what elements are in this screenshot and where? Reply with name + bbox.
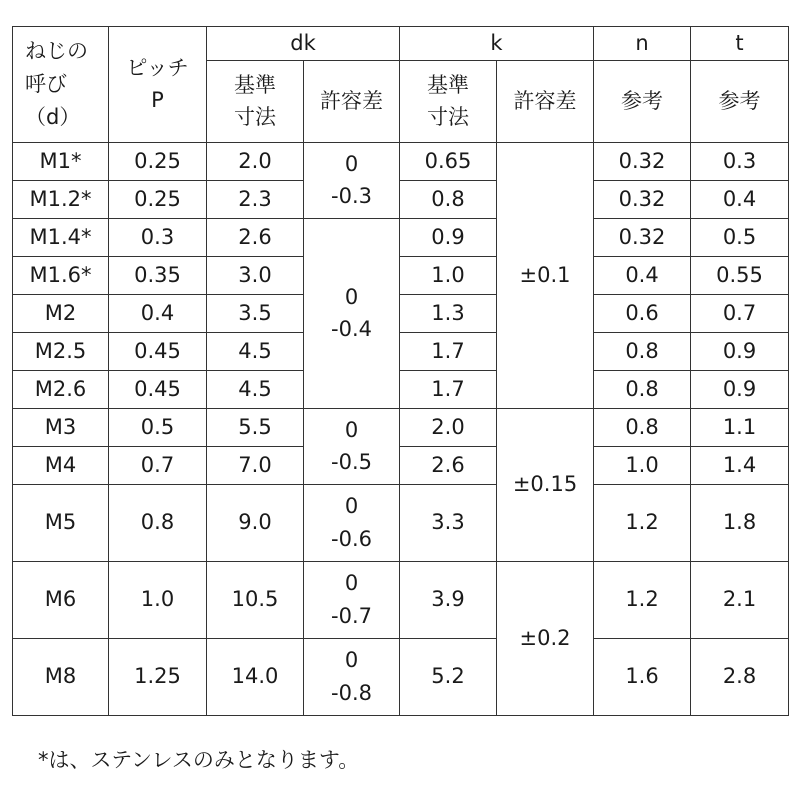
- cell-pitch: 0.4: [109, 294, 207, 332]
- header-n: n: [594, 27, 691, 61]
- cell-dk: 2.3: [207, 180, 304, 218]
- cell-n: 1.6: [594, 638, 691, 715]
- cell-k: 5.2: [400, 638, 497, 715]
- header-dk-tolerance: 許容差: [304, 60, 400, 142]
- table-row: [13, 638, 789, 715]
- cell-dk-tolerance: 0 -0.8: [304, 638, 400, 715]
- cell-n: 1.2: [594, 484, 691, 561]
- table-row: [13, 408, 789, 446]
- cell-dk: 9.0: [207, 484, 304, 561]
- cell-n: 0.32: [594, 180, 691, 218]
- cell-t: 0.4: [691, 180, 789, 218]
- table-row: [13, 218, 789, 256]
- cell-dk: 10.5: [207, 561, 304, 638]
- cell-t: 0.7: [691, 294, 789, 332]
- cell-dk: 3.5: [207, 294, 304, 332]
- cell-k-tolerance: ±0.15: [497, 408, 594, 561]
- cell-k: 1.3: [400, 294, 497, 332]
- cell-n: 0.8: [594, 408, 691, 446]
- header-t: t: [691, 27, 789, 61]
- cell-dk: 7.0: [207, 446, 304, 484]
- cell-k: 1.7: [400, 332, 497, 370]
- table-row: [13, 180, 789, 218]
- cell-pitch: 0.25: [109, 142, 207, 180]
- cell-t: 1.8: [691, 484, 789, 561]
- cell-t: 0.9: [691, 332, 789, 370]
- header-t-reference: 参考: [691, 60, 789, 142]
- cell-dk: 3.0: [207, 256, 304, 294]
- cell-dk: 4.5: [207, 332, 304, 370]
- cell-size: M5: [13, 484, 109, 561]
- cell-n: 1.0: [594, 446, 691, 484]
- table-row: [13, 446, 789, 484]
- cell-pitch: 0.45: [109, 332, 207, 370]
- cell-n: 0.8: [594, 370, 691, 408]
- cell-k: 1.0: [400, 256, 497, 294]
- cell-size: M4: [13, 446, 109, 484]
- cell-pitch: 0.5: [109, 408, 207, 446]
- cell-dk: 14.0: [207, 638, 304, 715]
- cell-size: M2.6: [13, 370, 109, 408]
- cell-t: 1.4: [691, 446, 789, 484]
- cell-dk: 2.0: [207, 142, 304, 180]
- cell-size: M3: [13, 408, 109, 446]
- cell-k: 0.65: [400, 142, 497, 180]
- cell-n: 1.2: [594, 561, 691, 638]
- cell-n: 0.8: [594, 332, 691, 370]
- cell-pitch: 0.8: [109, 484, 207, 561]
- screw-spec-table: [12, 26, 789, 716]
- cell-t: 2.8: [691, 638, 789, 715]
- cell-pitch: 0.45: [109, 370, 207, 408]
- cell-k: 3.9: [400, 561, 497, 638]
- cell-dk-tolerance: 0 -0.5: [304, 408, 400, 484]
- cell-k-tolerance: ±0.2: [497, 561, 594, 715]
- table-row: [13, 142, 789, 180]
- header-dk: dk: [207, 27, 400, 61]
- table-row: [13, 294, 789, 332]
- cell-k: 2.6: [400, 446, 497, 484]
- header-k-basic: 基準 寸法: [400, 60, 497, 142]
- cell-k: 3.3: [400, 484, 497, 561]
- table-row: [13, 256, 789, 294]
- cell-dk: 2.6: [207, 218, 304, 256]
- cell-pitch: 0.3: [109, 218, 207, 256]
- table-row: [13, 561, 789, 638]
- cell-dk: 4.5: [207, 370, 304, 408]
- cell-n: 0.6: [594, 294, 691, 332]
- cell-pitch: 1.0: [109, 561, 207, 638]
- footnote: *は、ステンレスのみとなります。: [38, 748, 360, 772]
- cell-size: M1.4*: [13, 218, 109, 256]
- header-dk-basic: 基準 寸法: [207, 60, 304, 142]
- cell-t: 2.1: [691, 561, 789, 638]
- header-k-tolerance: 許容差: [497, 60, 594, 142]
- cell-pitch: 0.7: [109, 446, 207, 484]
- cell-n: 0.32: [594, 142, 691, 180]
- cell-size: M8: [13, 638, 109, 715]
- table-row: [13, 370, 789, 408]
- cell-size: M6: [13, 561, 109, 638]
- cell-t: 0.55: [691, 256, 789, 294]
- cell-t: 0.9: [691, 370, 789, 408]
- cell-k: 0.9: [400, 218, 497, 256]
- cell-pitch: 0.25: [109, 180, 207, 218]
- cell-dk-tolerance: 0 -0.7: [304, 561, 400, 638]
- table-row: [13, 484, 789, 561]
- cell-dk-tolerance: 0 -0.6: [304, 484, 400, 561]
- cell-size: M1.6*: [13, 256, 109, 294]
- cell-k: 0.8: [400, 180, 497, 218]
- header-pitch: ピッチ P: [109, 27, 207, 143]
- cell-pitch: 0.35: [109, 256, 207, 294]
- cell-k: 2.0: [400, 408, 497, 446]
- cell-size: M1.2*: [13, 180, 109, 218]
- cell-k: 1.7: [400, 370, 497, 408]
- cell-n: 0.4: [594, 256, 691, 294]
- cell-t: 0.5: [691, 218, 789, 256]
- cell-size: M2: [13, 294, 109, 332]
- cell-pitch: 1.25: [109, 638, 207, 715]
- cell-dk-tolerance: 0 -0.4: [304, 218, 400, 408]
- header-k: k: [400, 27, 594, 61]
- header-size: ねじの 呼び （d）: [13, 27, 109, 143]
- cell-size: M2.5: [13, 332, 109, 370]
- header-n-reference: 参考: [594, 60, 691, 142]
- cell-k-tolerance: ±0.1: [497, 142, 594, 408]
- cell-dk-tolerance: 0 -0.3: [304, 142, 400, 218]
- cell-n: 0.32: [594, 218, 691, 256]
- table-row: [13, 332, 789, 370]
- cell-t: 0.3: [691, 142, 789, 180]
- cell-t: 1.1: [691, 408, 789, 446]
- cell-size: M1*: [13, 142, 109, 180]
- cell-dk: 5.5: [207, 408, 304, 446]
